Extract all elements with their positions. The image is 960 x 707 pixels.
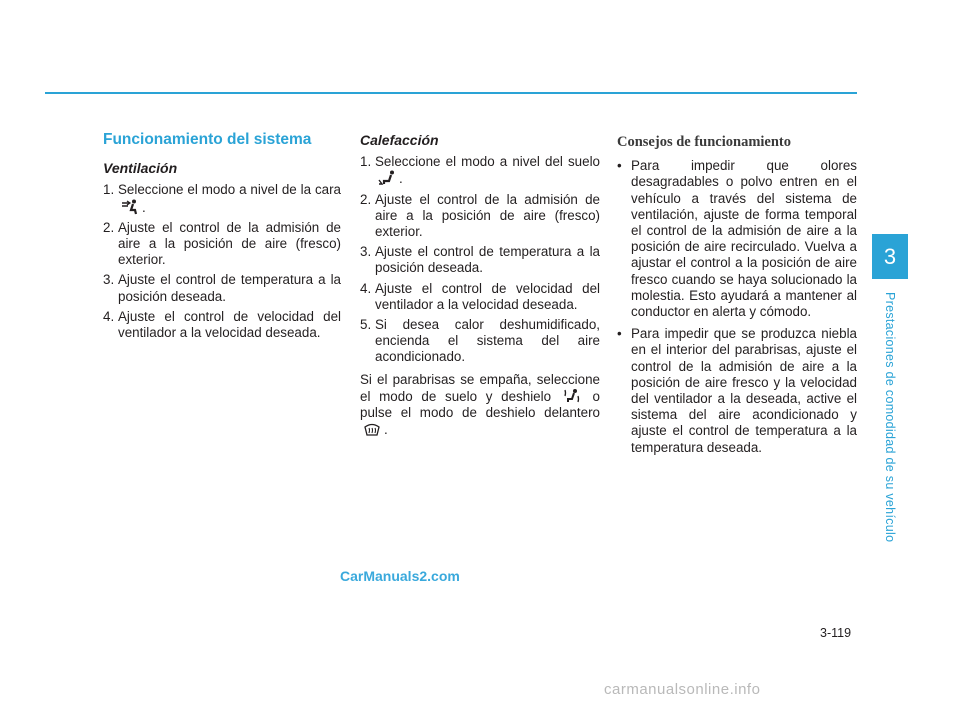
defrost-paragraph: [360, 372, 600, 439]
list-item: [103, 272, 341, 304]
step-number: 2.: [103, 219, 115, 235]
step-number: 3.: [360, 244, 372, 260]
paragraph-text: o pulse el modo de deshielo delantero: [360, 388, 600, 421]
list-item: [617, 326, 857, 456]
bullet-text: Para impedir que olores desagradables o polvo entren en el vehículo a través del sistema de ventilación, ajuste de forma temporal el control de la admisión de aire a la posición de aire recirculado. Vuelva a ajustar el control a la posición de aire fresco cuando se haya solucionado la molestia. Esto ayudará a mantener al conductor en alerta y cómodo.: [631, 158, 857, 320]
watermark-link[interactable]: CarManuals2.com: [340, 568, 460, 584]
step-number: 1.: [103, 182, 115, 198]
step-text: Si desea calor deshumidificado, encienda el sistema del aire acondicionado.: [375, 317, 600, 365]
floor-defrost-mode-icon: [563, 388, 581, 404]
ventilacion-steps: [103, 182, 341, 341]
list-item: [360, 244, 600, 276]
list-item: [360, 317, 600, 366]
step-text: Ajuste el control de velocidad del ventilador a la velocidad deseada.: [118, 308, 341, 341]
step-text: Ajuste el control de temperatura a la posición deseada.: [118, 272, 341, 304]
step-number: 4.: [103, 308, 115, 324]
step-text: Ajuste el control de la admisión de aire a la posición de aire (fresco) exterior.: [118, 219, 341, 268]
calefaccion-title: Calefacción: [360, 132, 439, 148]
step-text: Ajuste el control de temperatura a la posición deseada.: [375, 244, 600, 276]
bullet-text: Para impedir que se produzca niebla en el interior del parabrisas, ajuste el control de la admisión de aire a la posición de aire fresco y la velocidad del ventilador a la deseada, active el sistema del aire acondicionado y ajuste el control de temperatura a la temperatura deseada.: [631, 326, 857, 455]
list-item: [103, 309, 341, 341]
calefaccion-steps: [360, 154, 600, 365]
list-item: [103, 182, 341, 215]
list-item: [360, 192, 600, 241]
step-text-end: .: [399, 171, 403, 187]
paragraph-text-end: .: [384, 422, 388, 438]
list-item: [360, 154, 600, 187]
chapter-title-vertical: [877, 292, 897, 543]
step-text: Ajuste el control de la admisión de aire a la posición de aire (fresco) exterior.: [375, 191, 600, 240]
step-text: Ajuste el control de velocidad del ventilador a la velocidad deseada.: [375, 280, 600, 312]
list-item: [360, 281, 600, 313]
page-number: 3-119: [820, 626, 852, 640]
step-text-end: .: [142, 199, 146, 215]
top-rule: [45, 92, 857, 94]
step-text: Seleccione el modo a nivel de la cara: [118, 182, 341, 198]
face-mode-icon: [121, 199, 139, 215]
step-number: 2.: [360, 191, 372, 207]
step-text: Seleccione el modo a nivel del suelo: [375, 154, 600, 170]
step-number: 4.: [360, 280, 372, 296]
list-item: [103, 220, 341, 269]
bullet-dot: •: [617, 326, 622, 342]
bullet-dot: •: [617, 158, 622, 174]
consejos-bullets: [617, 158, 857, 456]
footer-watermark: carmanualsonline.info: [604, 681, 761, 698]
consejos-title: Consejos de funcionamiento: [617, 134, 792, 150]
chapter-tab: 3: [872, 234, 908, 279]
paragraph-text: Si el parabrisas se empaña, seleccione el modo de suelo y deshielo: [360, 371, 600, 404]
floor-mode-icon: [378, 170, 396, 186]
ventilacion-title: Ventilación: [103, 160, 178, 177]
column-right: [617, 128, 857, 462]
step-number: 3.: [103, 272, 115, 288]
list-item: [617, 158, 857, 320]
column-left: [103, 128, 341, 345]
step-number: 1.: [360, 154, 372, 170]
section-title: Funcionamiento del sistema: [103, 131, 312, 148]
column-middle: [360, 128, 600, 444]
chapter-title: Prestaciones de comodidad de su vehículo: [883, 292, 897, 543]
front-defrost-icon: [363, 421, 381, 437]
step-number: 5.: [360, 317, 372, 333]
